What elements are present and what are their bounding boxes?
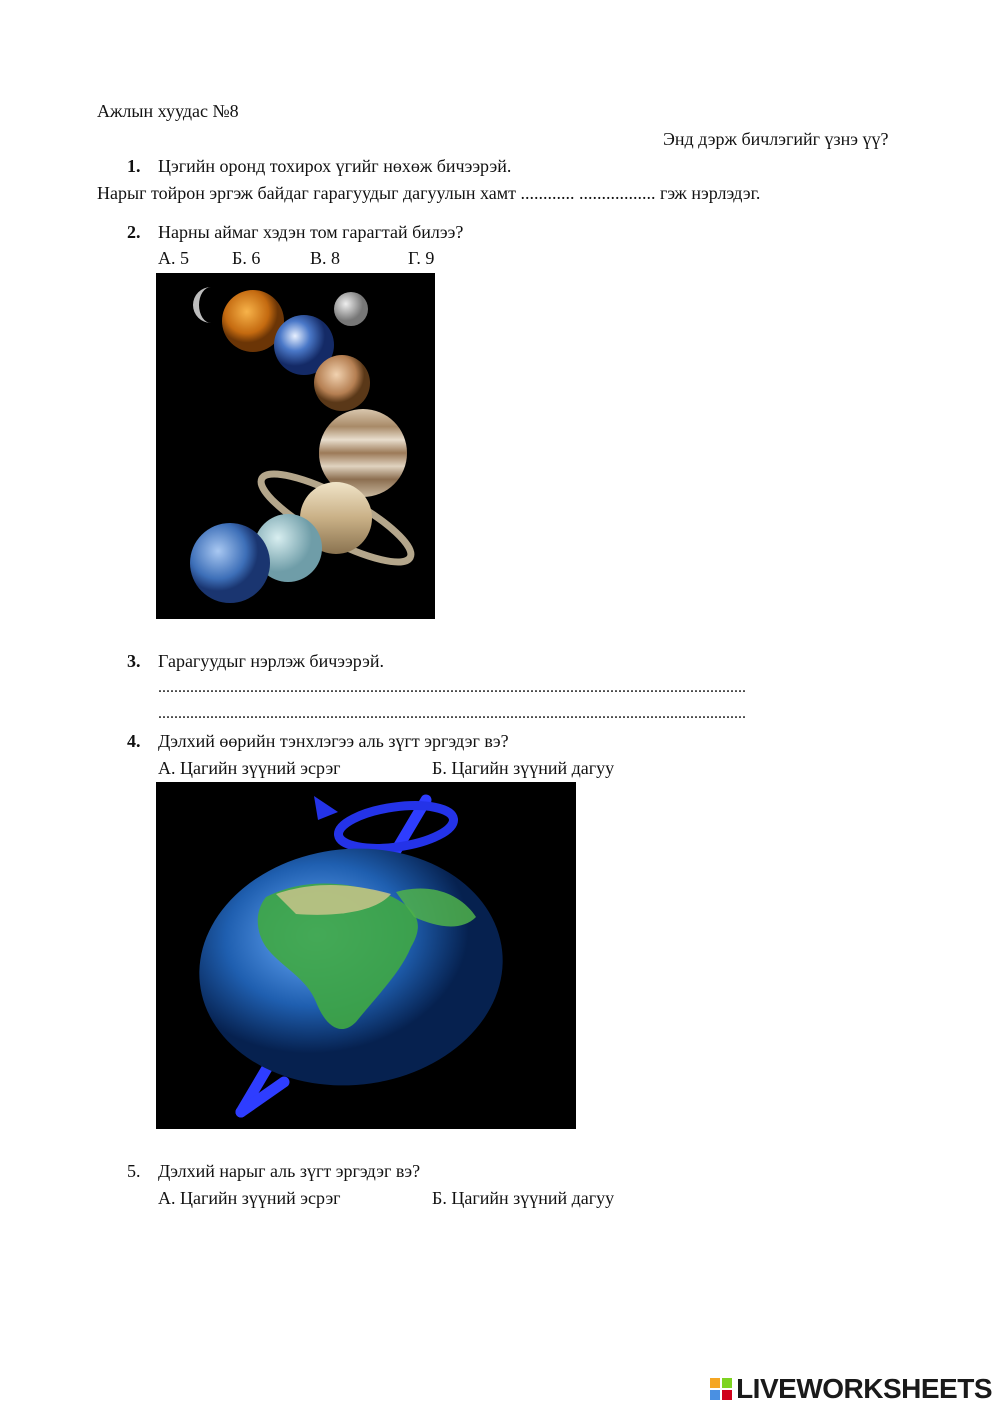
logo-square-2 (722, 1378, 732, 1388)
neptune (190, 523, 270, 603)
solar-system-image (156, 273, 435, 619)
q1-number: 1. (127, 156, 141, 176)
q1-prompt: Цэгийн оронд тохирох үгийг нөхөж бичээрэй. (158, 156, 512, 176)
q3-number: 3. (127, 651, 141, 671)
q4-option-b: Б. Цагийн зүүний дагуу (432, 758, 615, 778)
q4-prompt: Дэлхий өөрийн тэнхлэгээ аль зүгт эргэдэг вэ? (158, 731, 509, 751)
logo-mark-icon (710, 1378, 732, 1400)
earth-axis-illustration (156, 782, 576, 1129)
q4-number: 4. (127, 731, 141, 751)
q2-option-a: А. 5 (158, 248, 189, 268)
q3-prompt: Гарагуудыг нэрлэж бичээрэй. (158, 651, 385, 671)
q2-option-d: Г. 9 (408, 248, 435, 268)
moon-crescent (193, 287, 211, 323)
logo-square-4 (722, 1390, 732, 1400)
earth-rotation-image (156, 782, 576, 1129)
rotation-arrow-ring (336, 799, 456, 855)
q5-number: 5. (127, 1161, 141, 1181)
q4-option-a: А. Цагийн зүүний эсрэг (158, 758, 341, 778)
q1-sentence: Нарыг тойрон эргэж байдаг гарагуудыг дагуулын хамт ............ ................. гэж нэрлэдэг. (97, 183, 761, 203)
q3-answer-line-1[interactable]: ................................................................................................................................................... (158, 679, 746, 696)
logo-text: LIVEWORKSHEETS (736, 1373, 992, 1404)
logo-square-1 (710, 1378, 720, 1388)
q5-option-b: Б. Цагийн зүүний дагуу (432, 1188, 615, 1208)
logo-square-3 (710, 1390, 720, 1400)
q3-answer-line-2[interactable]: ................................................................................................................................................... (158, 705, 746, 722)
moon (334, 292, 368, 326)
worksheet-title: Ажлын хуудас №8 (97, 101, 239, 121)
liveworksheets-logo (710, 1373, 992, 1405)
rotation-arrow-head (314, 796, 338, 820)
q2-prompt: Нарны аймаг хэдэн том гарагтай билээ? (158, 222, 464, 242)
audio-link[interactable]: Энд дэрж бичлэгийг үзнэ үү? (663, 129, 889, 149)
q2-option-b: Б. 6 (232, 248, 261, 268)
mars (314, 355, 370, 411)
q2-option-c: В. 8 (310, 248, 341, 268)
q5-option-a: А. Цагийн зүүний эсрэг (158, 1188, 341, 1208)
q2-number: 2. (127, 222, 141, 242)
q5-prompt: Дэлхий нарыг аль зүгт эргэдэг вэ? (158, 1161, 421, 1181)
planets-illustration (156, 273, 435, 619)
